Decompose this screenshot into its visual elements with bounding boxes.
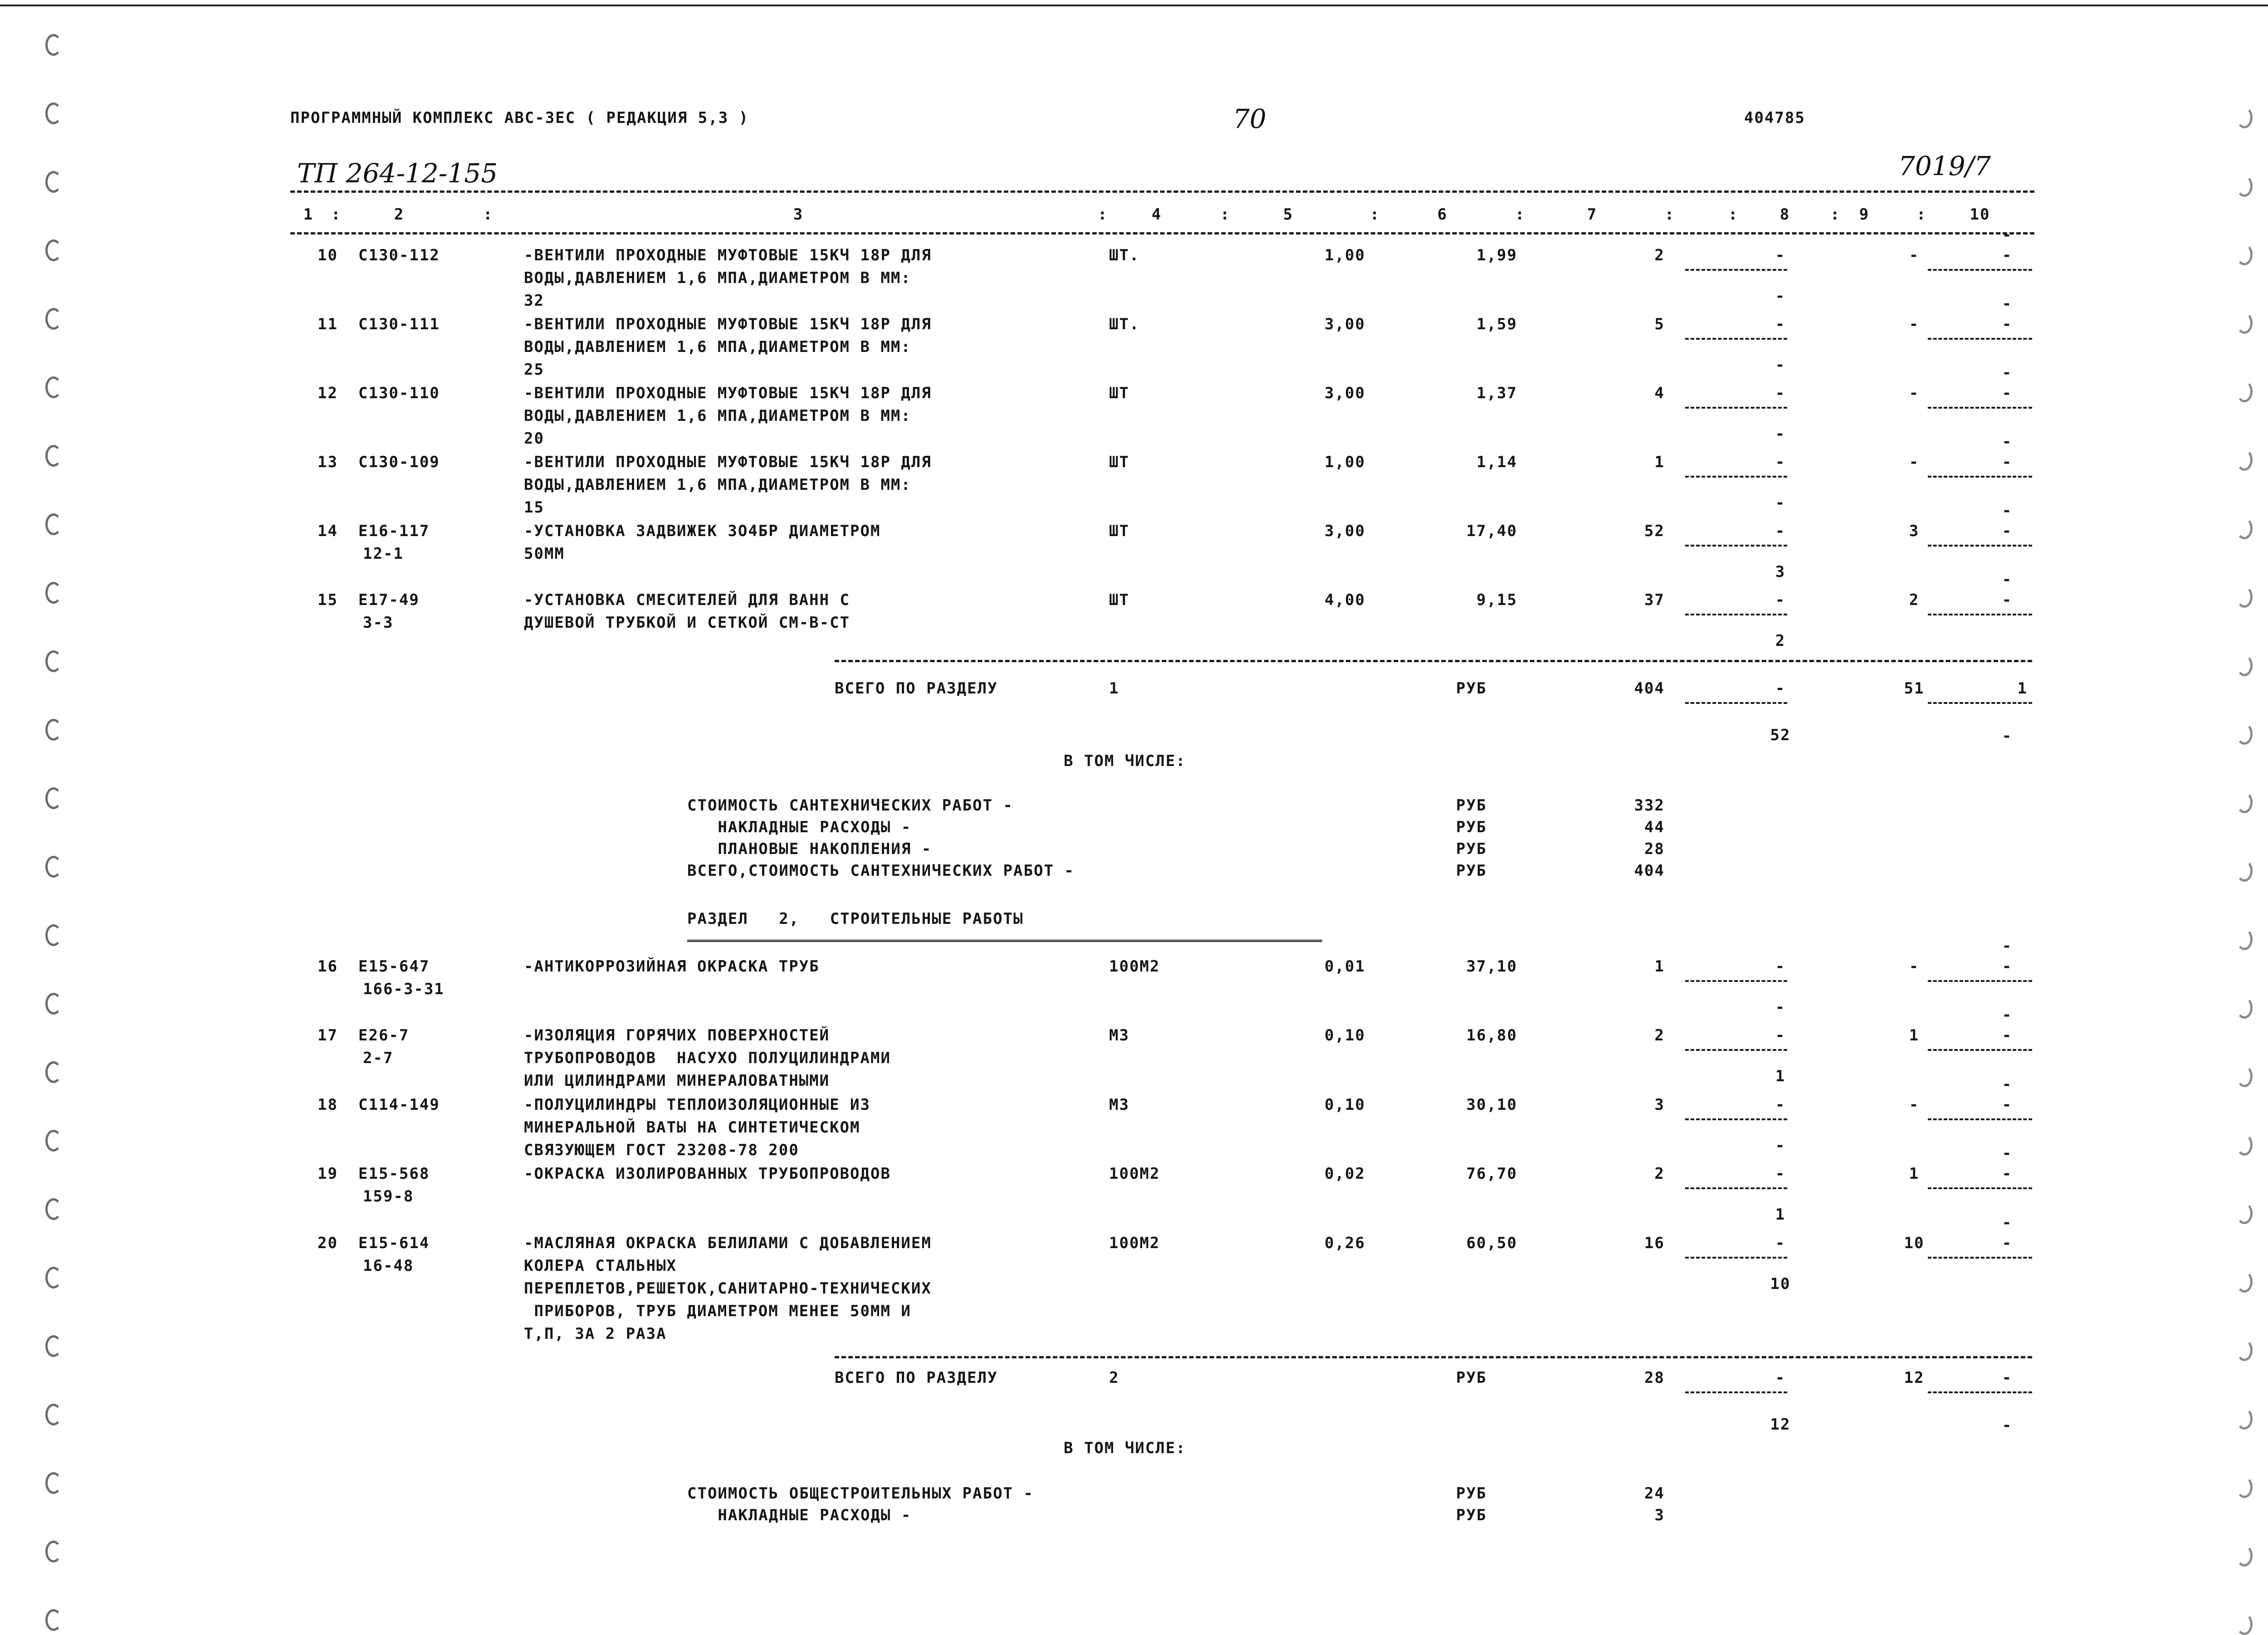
binder-hole <box>45 1061 62 1083</box>
row-quantity: 0,10 <box>1325 1026 1365 1044</box>
section1-total-label: ВСЕГО ПО РАЗДЕЛУ <box>835 679 998 698</box>
program-title: ПРОГРАММНЫЙ КОМПЛЕКС АВС-3ЕС ( РЕДАКЦИЯ 5,3 ) <box>290 109 749 127</box>
section1-total-col9: 51 <box>1904 679 1925 698</box>
row-total: 2 <box>1654 246 1665 264</box>
row-number: 15 <box>318 591 338 609</box>
row-col8: - <box>1775 957 1786 976</box>
row-col9: 1 <box>1909 1026 1920 1044</box>
binder-hole <box>2236 1476 2253 1498</box>
project-code: ТП 264-12-155 <box>297 158 498 189</box>
row-price: 60,50 <box>1466 1234 1517 1252</box>
row-price: 76,70 <box>1466 1165 1517 1183</box>
row-col10-lower: - <box>2002 937 2013 955</box>
row-col9: - <box>1909 384 1920 402</box>
row-total: 37 <box>1644 591 1665 609</box>
row-col8: - <box>1775 1026 1786 1044</box>
binder-hole <box>45 719 62 741</box>
row-col8: - <box>1775 1234 1786 1252</box>
row-number: 18 <box>318 1096 338 1114</box>
row-description: ВОДЫ,ДАВЛЕНИЕМ 1,6 МПА,ДИАМЕТРОМ В ММ: <box>524 407 911 425</box>
row-total: 16 <box>1644 1234 1665 1252</box>
col10-split-rule <box>1928 614 2032 615</box>
row-description: -ВЕНТИЛИ ПРОХОДНЫЕ МУФТОВЫЕ 15КЧ 18Р ДЛЯ <box>524 384 932 402</box>
summary1-unit: РУБ <box>1456 840 1487 858</box>
row-col10-lower: - <box>2002 364 2013 382</box>
section1-total-col8-lower: 52 <box>1770 726 1791 744</box>
row-description: ТРУБОПРОВОДОВ НАСУХО ПОЛУЦИЛИНДРАМИ <box>524 1049 891 1067</box>
row-total: 5 <box>1654 315 1665 333</box>
row-total: 2 <box>1654 1026 1665 1044</box>
row-price: 9,15 <box>1476 591 1517 609</box>
binder-hole <box>2236 1545 2253 1567</box>
binder-hole <box>45 787 62 809</box>
row-col10-lower: - <box>2002 226 2013 244</box>
summary1-label: ВСЕГО,СТОИМОСТЬ САНТЕХНИЧЕСКИХ РАБОТ - <box>687 862 1075 880</box>
row-price: 30,10 <box>1466 1096 1517 1114</box>
row-description: -УСТАНОВКА ЗАДВИЖЕК 3О4БР ДИАМЕТРОМ <box>524 522 881 540</box>
row-quantity: 3,00 <box>1325 522 1365 540</box>
binder-hole <box>45 308 62 330</box>
col10-split-rule <box>1928 702 2032 704</box>
column-separator: : <box>1916 205 1927 224</box>
document-code: 404785 <box>1744 109 1805 127</box>
summary1-label: СТОИМОСТЬ САНТЕХНИЧЕСКИХ РАБОТ - <box>687 796 1014 815</box>
row-description: ДУШЕВОЙ ТРУБКОЙ И СЕТКОЙ СМ-В-СТ <box>524 614 850 632</box>
row-number: 17 <box>318 1026 338 1044</box>
row-code: Е26-7 <box>358 1026 410 1044</box>
row-description: ВОДЫ,ДАВЛЕНИЕМ 1,6 МПА,ДИАМЕТРОМ В ММ: <box>524 338 911 356</box>
binder-hole <box>2236 1202 2253 1224</box>
binder-hole <box>2236 860 2253 882</box>
column-header-8: 8 <box>1779 205 1790 224</box>
summary2-value: 24 <box>1644 1484 1665 1503</box>
row-quantity: 0,10 <box>1325 1096 1365 1114</box>
row-price: 16,80 <box>1466 1026 1517 1044</box>
row-col8: - <box>1775 1096 1786 1114</box>
section2-total-sum: 28 <box>1644 1369 1665 1387</box>
page-number: 70 <box>1233 103 1266 134</box>
section1-total-number: 1 <box>1109 679 1119 698</box>
row-col9: 3 <box>1909 522 1920 540</box>
row-col8-lower: - <box>1775 425 1786 443</box>
col10-split-rule <box>1928 338 2032 340</box>
binder-hole <box>2236 928 2253 950</box>
row-total: 1 <box>1654 957 1665 976</box>
row-col10: - <box>2002 384 2013 402</box>
row-code: Е16-117 <box>358 522 430 540</box>
summary1-label: ПЛАНОВЫЕ НАКОПЛЕНИЯ - <box>687 840 932 858</box>
col10-split-rule <box>1928 1049 2032 1051</box>
binder-hole <box>45 102 62 124</box>
row-number: 12 <box>318 384 338 402</box>
row-code: Е17-49 <box>358 591 420 609</box>
row-description: -МАСЛЯНАЯ ОКРАСКА БЕЛИЛАМИ С ДОБАВЛЕНИЕМ <box>524 1234 932 1252</box>
binder-hole <box>45 376 62 398</box>
column-separator: : <box>1098 205 1108 224</box>
col10-split-rule <box>1928 545 2032 547</box>
row-number: 14 <box>318 522 338 540</box>
binder-hole <box>45 1130 62 1152</box>
row-col9: 1 <box>1909 1165 1920 1183</box>
summary2-unit: РУБ <box>1456 1484 1487 1503</box>
row-code: Е15-614 <box>358 1234 430 1252</box>
column-separator: : <box>1665 205 1675 224</box>
row-code: С130-112 <box>358 246 440 264</box>
column-header-3: 3 <box>793 205 804 224</box>
binder-hole <box>45 582 62 604</box>
row-col8-lower: 3 <box>1775 563 1786 581</box>
row-col10: - <box>2002 1165 2013 1183</box>
row-unit: 100М2 <box>1109 1165 1160 1183</box>
binder-hole <box>2236 997 2253 1019</box>
summary1-value: 44 <box>1644 818 1665 836</box>
col10-split-rule <box>1928 980 2032 982</box>
row-number: 16 <box>318 957 338 976</box>
row-unit: ШТ <box>1109 522 1129 540</box>
row-description: МИНЕРАЛЬНОЙ ВАТЫ НА СИНТЕТИЧЕСКОМ <box>524 1118 860 1137</box>
section1-total-col10-lower: - <box>2002 727 2013 745</box>
row-price: 1,14 <box>1476 453 1517 471</box>
binder-hole <box>45 445 62 467</box>
row-code-line2: 159-8 <box>363 1187 414 1206</box>
column-separator: : <box>1515 205 1525 224</box>
row-col10: - <box>2002 957 2013 976</box>
binder-hole <box>45 856 62 878</box>
row-code-line2: 16-48 <box>363 1257 414 1275</box>
row-quantity: 1,00 <box>1325 453 1365 471</box>
row-unit: ШТ <box>1109 384 1129 402</box>
col8-split-rule <box>1685 1257 1787 1259</box>
row-col8-lower: - <box>1775 356 1786 374</box>
row-col8-lower: 1 <box>1775 1067 1786 1085</box>
row-col8: - <box>1775 591 1786 609</box>
column-separator: : <box>1370 205 1380 224</box>
row-col10: - <box>2002 1234 2013 1252</box>
binder-hole <box>45 993 62 1015</box>
section1-total-col10: 1 <box>2017 679 2028 698</box>
row-col8: - <box>1775 246 1786 264</box>
binder-hole <box>45 1267 62 1288</box>
row-quantity: 3,00 <box>1325 315 1365 333</box>
column-header-1: 1 <box>303 205 314 224</box>
including-label: В ТОМ ЧИСЛЕ: <box>1064 752 1186 770</box>
row-description: -ПОЛУЦИЛИНДРЫ ТЕПЛОИЗОЛЯЦИОННЫЕ ИЗ <box>524 1096 870 1114</box>
row-total: 4 <box>1654 384 1665 402</box>
binder-hole <box>2236 244 2253 265</box>
row-code-line2: 2-7 <box>363 1049 394 1067</box>
col8-split-rule <box>1685 545 1787 547</box>
row-description: ПЕРЕПЛЕТОВ,РЕШЕТОК,САНИТАРНО-ТЕХНИЧЕСКИХ <box>524 1279 932 1298</box>
summary2-label: НАКЛАДНЫЕ РАСХОДЫ - <box>687 1506 912 1524</box>
row-number: 13 <box>318 453 338 471</box>
row-total: 52 <box>1644 522 1665 540</box>
row-number: 19 <box>318 1165 338 1183</box>
row-col9: 10 <box>1904 1234 1925 1252</box>
section2-total-col8: - <box>1775 1369 1786 1387</box>
summary1-value: 332 <box>1634 796 1665 815</box>
section1-total-unit: РУБ <box>1456 679 1487 698</box>
binder-hole <box>45 1609 62 1631</box>
row-col9: - <box>1909 957 1920 976</box>
row-col10-lower: - <box>2002 571 2013 589</box>
row-code-line2: 166-3-31 <box>363 980 445 998</box>
binder-hole <box>45 1198 62 1220</box>
section1-total-col8: - <box>1775 679 1786 698</box>
summary2-value: 3 <box>1654 1506 1665 1524</box>
summary1-label: НАКЛАДНЫЕ РАСХОДЫ - <box>687 818 912 836</box>
col8-split-rule <box>1685 476 1787 478</box>
binder-hole <box>45 513 62 535</box>
binder-hole <box>45 1541 62 1562</box>
row-col8: - <box>1775 1165 1786 1183</box>
row-unit: ШТ. <box>1109 246 1140 264</box>
binder-hole <box>2236 1065 2253 1087</box>
row-description: ИЛИ ЦИЛИНДРАМИ МИНЕРАЛОВАТНЫМИ <box>524 1072 830 1090</box>
row-unit: ШТ <box>1109 453 1129 471</box>
row-col8-lower: - <box>1775 494 1786 512</box>
row-price: 1,37 <box>1476 384 1517 402</box>
row-unit: М3 <box>1109 1096 1129 1114</box>
row-col8-lower: 2 <box>1775 632 1786 650</box>
binder-hole <box>45 1335 62 1357</box>
binder-hole <box>2236 586 2253 608</box>
row-col8: - <box>1775 522 1786 540</box>
section2-title: РАЗДЕЛ 2, СТРОИТЕЛЬНЫЕ РАБОТЫ <box>687 910 1024 928</box>
col8-split-rule <box>1685 1187 1787 1189</box>
row-description: 15 <box>524 498 544 517</box>
section2-total-label: ВСЕГО ПО РАЗДЕЛУ <box>835 1369 998 1387</box>
row-col9: - <box>1909 1096 1920 1114</box>
row-description: ВОДЫ,ДАВЛЕНИЕМ 1,6 МПА,ДИАМЕТРОМ В ММ: <box>524 269 911 287</box>
binder-hole <box>45 34 62 56</box>
column-separator: : <box>331 205 342 224</box>
row-col10-lower: - <box>2002 295 2013 313</box>
column-header-6: 6 <box>1437 205 1448 224</box>
row-total: 3 <box>1654 1096 1665 1114</box>
row-total: 2 <box>1654 1165 1665 1183</box>
including-label: В ТОМ ЧИСЛЕ: <box>1064 1439 1186 1457</box>
row-description: -АНТИКОРРОЗИЙНАЯ ОКРАСКА ТРУБ <box>524 957 820 976</box>
binder-hole <box>2236 312 2253 334</box>
section2-total-col9: 12 <box>1904 1369 1925 1387</box>
row-col8-lower: - <box>1775 998 1786 1016</box>
row-col10-lower: - <box>2002 1214 2013 1232</box>
section2-total-number: 2 <box>1109 1369 1119 1387</box>
column-header-9: 9 <box>1859 205 1870 224</box>
binder-hole <box>2236 1613 2253 1635</box>
row-code: С130-111 <box>358 315 440 333</box>
row-code-line2: 12-1 <box>363 545 404 563</box>
binder-hole <box>45 650 62 672</box>
col8-split-rule <box>1685 338 1787 340</box>
binder-hole <box>2236 517 2253 539</box>
row-quantity: 0,01 <box>1325 957 1365 976</box>
binder-hole <box>2236 175 2253 197</box>
col10-split-rule <box>1928 1118 2032 1120</box>
row-col8: - <box>1775 453 1786 471</box>
column-header-2: 2 <box>394 205 405 224</box>
row-unit: 100М2 <box>1109 957 1160 976</box>
row-col8-lower: - <box>1775 287 1786 305</box>
row-number: 20 <box>318 1234 338 1252</box>
row-description: -УСТАНОВКА СМЕСИТЕЛЕЙ ДЛЯ ВАНН С <box>524 591 850 609</box>
binder-hole <box>2236 654 2253 676</box>
section2-total-unit: РУБ <box>1456 1369 1487 1387</box>
col10-split-rule <box>1928 1257 2032 1259</box>
row-quantity: 1,00 <box>1325 246 1365 264</box>
row-code-line2: 3-3 <box>363 614 394 632</box>
row-description: -ВЕНТИЛИ ПРОХОДНЫЕ МУФТОВЫЕ 15КЧ 18Р ДЛЯ <box>524 453 932 471</box>
col8-split-rule <box>1685 980 1787 982</box>
row-description: ПРИБОРОВ, ТРУБ ДИАМЕТРОМ МЕНЕЕ 50ММ И <box>524 1302 911 1320</box>
binder-hole <box>45 1472 62 1494</box>
summary2-unit: РУБ <box>1456 1506 1487 1524</box>
column-separator: : <box>483 205 494 224</box>
row-col8: - <box>1775 315 1786 333</box>
row-unit: 100М2 <box>1109 1234 1160 1252</box>
row-col10-lower: - <box>2002 1075 2013 1093</box>
row-col10-lower: - <box>2002 502 2013 520</box>
row-description: 20 <box>524 429 544 448</box>
col8-split-rule <box>1685 702 1787 704</box>
binder-hole <box>45 239 62 261</box>
summary1-unit: РУБ <box>1456 862 1487 880</box>
row-col10: - <box>2002 591 2013 609</box>
row-description: ВОДЫ,ДАВЛЕНИЕМ 1,6 МПА,ДИАМЕТРОМ В ММ: <box>524 476 911 494</box>
col10-split-rule <box>1928 269 2032 271</box>
row-description: СВЯЗУЮЩЕМ ГОСТ 23208-78 200 <box>524 1141 799 1159</box>
binder-hole <box>2236 1271 2253 1293</box>
binder-hole <box>2236 1408 2253 1430</box>
summary1-value: 404 <box>1634 862 1665 880</box>
row-col10: - <box>2002 522 2013 540</box>
row-col8: - <box>1775 384 1786 402</box>
row-unit: М3 <box>1109 1026 1129 1044</box>
column-separator: : <box>1220 205 1231 224</box>
row-col10: - <box>2002 315 2013 333</box>
section2-total-col10: - <box>2002 1369 2013 1387</box>
row-col8-lower: - <box>1775 1137 1786 1155</box>
binder-hole <box>2236 723 2253 745</box>
column-separator: : <box>1728 205 1739 224</box>
binder-hole <box>2236 107 2253 128</box>
row-col10: - <box>2002 1026 2013 1044</box>
binder-hole <box>2236 791 2253 813</box>
summary2-label: СТОИМОСТЬ ОБЩЕСТРОИТЕЛЬНЫХ РАБОТ - <box>687 1484 1034 1503</box>
row-description: -ВЕНТИЛИ ПРОХОДНЫЕ МУФТОВЫЕ 15КЧ 18Р ДЛЯ <box>524 246 932 264</box>
row-price: 17,40 <box>1466 522 1517 540</box>
row-quantity: 4,00 <box>1325 591 1365 609</box>
row-code: С130-109 <box>358 453 440 471</box>
binder-hole <box>2236 1134 2253 1156</box>
row-col10-lower: - <box>2002 433 2013 451</box>
row-unit: ШТ. <box>1109 315 1140 333</box>
col8-split-rule <box>1685 1391 1787 1393</box>
row-code: С114-149 <box>358 1096 440 1114</box>
row-code: Е15-568 <box>358 1165 430 1183</box>
row-total: 1 <box>1654 453 1665 471</box>
row-description: 32 <box>524 292 544 310</box>
sheet-number: 7019/7 <box>1898 151 1991 181</box>
col8-split-rule <box>1685 407 1787 409</box>
row-code: С130-110 <box>358 384 440 402</box>
column-header-5: 5 <box>1283 205 1294 224</box>
summary1-value: 28 <box>1644 840 1665 858</box>
header-rule <box>290 190 2034 193</box>
col10-split-rule <box>1928 476 2032 478</box>
row-number: 10 <box>318 246 338 264</box>
binder-hole <box>2236 449 2253 471</box>
column-header-rule <box>290 232 2034 234</box>
row-code: Е15-647 <box>358 957 430 976</box>
row-quantity: 3,00 <box>1325 384 1365 402</box>
row-description: КОЛЕРА СТАЛЬНЫХ <box>524 1257 677 1275</box>
binder-hole <box>2236 381 2253 402</box>
row-col9: 2 <box>1909 591 1920 609</box>
row-col10: - <box>2002 453 2013 471</box>
row-price: 1,59 <box>1476 315 1517 333</box>
column-header-7: 7 <box>1587 205 1598 224</box>
row-description: 25 <box>524 361 544 379</box>
binder-hole <box>2236 1339 2253 1361</box>
row-col8-lower: 1 <box>1775 1206 1786 1224</box>
row-col10-lower: - <box>2002 1006 2013 1024</box>
column-header-4: 4 <box>1151 205 1162 224</box>
col10-split-rule <box>1928 407 2032 409</box>
binder-hole <box>45 924 62 946</box>
col10-split-rule <box>1928 1391 2032 1393</box>
col8-split-rule <box>1685 269 1787 271</box>
row-description: -ВЕНТИЛИ ПРОХОДНЫЕ МУФТОВЫЕ 15КЧ 18Р ДЛЯ <box>524 315 932 333</box>
section2-title-underline <box>687 940 1322 942</box>
section-total-rule <box>835 660 2032 662</box>
summary1-unit: РУБ <box>1456 818 1487 836</box>
row-description: -ОКРАСКА ИЗОЛИРОВАННЫХ ТРУБОПРОВОДОВ <box>524 1165 891 1183</box>
binder-hole <box>45 171 62 193</box>
col10-split-rule <box>1928 1187 2032 1189</box>
col8-split-rule <box>1685 1049 1787 1051</box>
row-quantity: 0,02 <box>1325 1165 1365 1183</box>
row-description: 50ММ <box>524 545 565 563</box>
row-col10-lower: - <box>2002 1144 2013 1162</box>
col8-split-rule <box>1685 1118 1787 1120</box>
column-separator: : <box>1830 205 1841 224</box>
row-col8-lower: 10 <box>1770 1275 1791 1293</box>
row-col9: - <box>1909 246 1920 264</box>
row-unit: ШТ <box>1109 591 1129 609</box>
col8-split-rule <box>1685 614 1787 615</box>
row-col10: - <box>2002 1096 2013 1114</box>
row-description: -ИЗОЛЯЦИЯ ГОРЯЧИХ ПОВЕРХНОСТЕЙ <box>524 1026 830 1044</box>
row-price: 1,99 <box>1476 246 1517 264</box>
section1-total-sum: 404 <box>1634 679 1665 698</box>
row-col9: - <box>1909 453 1920 471</box>
row-col9: - <box>1909 315 1920 333</box>
row-price: 37,10 <box>1466 957 1517 976</box>
row-description: Т,П, ЗА 2 РАЗА <box>524 1325 667 1343</box>
column-header-10: 10 <box>1970 205 1990 224</box>
section2-total-col8-lower: 12 <box>1770 1415 1791 1434</box>
row-number: 11 <box>318 315 338 333</box>
summary1-unit: РУБ <box>1456 796 1487 815</box>
row-quantity: 0,26 <box>1325 1234 1365 1252</box>
section-total-rule <box>835 1356 2032 1358</box>
row-col10: - <box>2002 246 2013 264</box>
section2-total-col10-lower: - <box>2002 1416 2013 1435</box>
binder-hole <box>45 1404 62 1425</box>
